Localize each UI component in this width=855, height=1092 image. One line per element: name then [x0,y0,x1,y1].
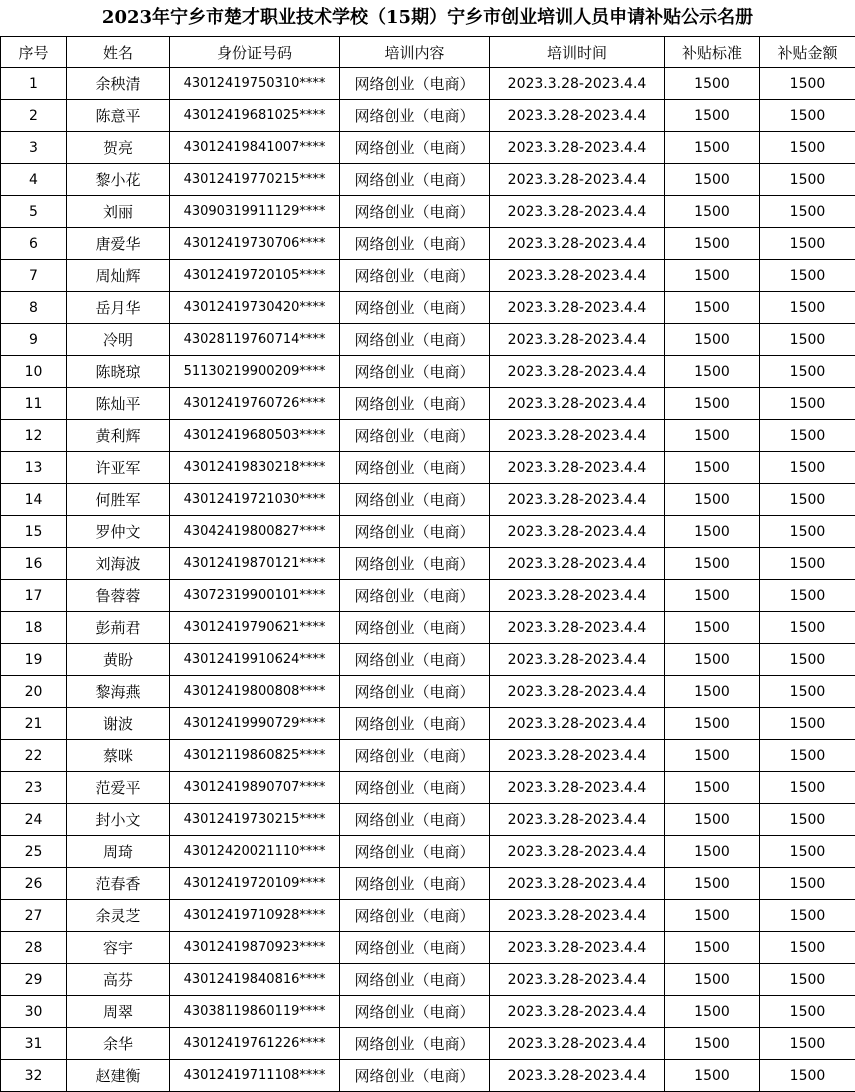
cell-serial: 16 [1,548,67,580]
cell-subsidy-amount: 1500 [760,356,855,388]
cell-training-content: 网络创业（电商） [340,964,490,996]
cell-training-time: 2023.3.28-2023.4.4 [490,548,665,580]
cell-name: 陈晓琼 [67,356,170,388]
cell-serial: 19 [1,644,67,676]
cell-name: 容宇 [67,932,170,964]
cell-training-content: 网络创业（电商） [340,740,490,772]
cell-training-time: 2023.3.28-2023.4.4 [490,772,665,804]
table-row [1,516,855,548]
cell-subsidy-standard: 1500 [665,164,760,196]
cell-subsidy-amount: 1500 [760,708,855,740]
cell-id-number: 51130219900209**** [170,356,340,388]
cell-subsidy-amount: 1500 [760,292,855,324]
cell-id-number: 43012419681025**** [170,100,340,132]
cell-id-number: 43042419800827**** [170,516,340,548]
cell-training-time: 2023.3.28-2023.4.4 [490,356,665,388]
cell-subsidy-standard: 1500 [665,580,760,612]
cell-name: 谢波 [67,708,170,740]
cell-name: 许亚军 [67,452,170,484]
table-row [1,100,855,132]
cell-name: 周琦 [67,836,170,868]
cell-subsidy-amount: 1500 [760,164,855,196]
cell-subsidy-standard: 1500 [665,1028,760,1060]
cell-id-number: 43012419680503**** [170,420,340,452]
cell-serial: 12 [1,420,67,452]
table-row [1,420,855,452]
cell-training-content: 网络创业（电商） [340,516,490,548]
cell-training-time: 2023.3.28-2023.4.4 [490,644,665,676]
cell-subsidy-amount: 1500 [760,612,855,644]
table-row [1,612,855,644]
cell-id-number: 43012419761226**** [170,1028,340,1060]
cell-id-number: 43012419711108**** [170,1060,340,1092]
cell-training-content: 网络创业（电商） [340,804,490,836]
cell-training-time: 2023.3.28-2023.4.4 [490,388,665,420]
cell-id-number: 43012419890707**** [170,772,340,804]
cell-training-content: 网络创业（电商） [340,932,490,964]
table-row [1,772,855,804]
cell-serial: 17 [1,580,67,612]
cell-serial: 8 [1,292,67,324]
table-row [1,228,855,260]
cell-training-content: 网络创业（电商） [340,356,490,388]
header-id-number: 身份证号码 [170,37,340,68]
cell-serial: 10 [1,356,67,388]
cell-training-time: 2023.3.28-2023.4.4 [490,580,665,612]
cell-training-time: 2023.3.28-2023.4.4 [490,1060,665,1092]
table-row [1,484,855,516]
document-title: 2023年宁乡市楚才职业技术学校（15期）宁乡市创业培训人员申请补贴公示名册 [0,0,855,36]
cell-serial: 9 [1,324,67,356]
cell-serial: 27 [1,900,67,932]
cell-subsidy-standard: 1500 [665,324,760,356]
table-row [1,452,855,484]
cell-name: 黎海燕 [67,676,170,708]
cell-subsidy-amount: 1500 [760,228,855,260]
cell-name: 冷明 [67,324,170,356]
cell-name: 陈意平 [67,100,170,132]
cell-id-number: 43012419910624**** [170,644,340,676]
cell-training-content: 网络创业（电商） [340,68,490,100]
cell-training-time: 2023.3.28-2023.4.4 [490,292,665,324]
cell-id-number: 43028119760714**** [170,324,340,356]
cell-training-content: 网络创业（电商） [340,868,490,900]
cell-subsidy-standard: 1500 [665,516,760,548]
cell-subsidy-amount: 1500 [760,324,855,356]
header-serial: 序号 [1,37,67,68]
cell-training-content: 网络创业（电商） [340,452,490,484]
table-row [1,740,855,772]
cell-training-content: 网络创业（电商） [340,132,490,164]
cell-training-content: 网络创业（电商） [340,580,490,612]
table-row [1,580,855,612]
cell-subsidy-standard: 1500 [665,68,760,100]
cell-training-time: 2023.3.28-2023.4.4 [490,996,665,1028]
cell-serial: 1 [1,68,67,100]
cell-serial: 3 [1,132,67,164]
cell-name: 余秧清 [67,68,170,100]
cell-subsidy-amount: 1500 [760,676,855,708]
cell-name: 何胜军 [67,484,170,516]
cell-subsidy-standard: 1500 [665,260,760,292]
cell-training-content: 网络创业（电商） [340,1028,490,1060]
cell-training-content: 网络创业（电商） [340,388,490,420]
cell-id-number: 43012419990729**** [170,708,340,740]
cell-id-number: 43012419730420**** [170,292,340,324]
cell-subsidy-amount: 1500 [760,388,855,420]
cell-name: 贺亮 [67,132,170,164]
cell-id-number: 43012419721030**** [170,484,340,516]
cell-subsidy-standard: 1500 [665,196,760,228]
cell-name: 赵建衡 [67,1060,170,1092]
cell-training-time: 2023.3.28-2023.4.4 [490,420,665,452]
cell-id-number: 43012419830218**** [170,452,340,484]
cell-training-time: 2023.3.28-2023.4.4 [490,932,665,964]
cell-subsidy-standard: 1500 [665,132,760,164]
cell-training-time: 2023.3.28-2023.4.4 [490,612,665,644]
cell-id-number: 43012420021110**** [170,836,340,868]
cell-training-time: 2023.3.28-2023.4.4 [490,708,665,740]
cell-serial: 30 [1,996,67,1028]
table-row [1,356,855,388]
cell-subsidy-standard: 1500 [665,292,760,324]
table-row [1,324,855,356]
cell-id-number: 43012419760726**** [170,388,340,420]
cell-name: 周翠 [67,996,170,1028]
cell-subsidy-standard: 1500 [665,484,760,516]
cell-subsidy-amount: 1500 [760,260,855,292]
header-name: 姓名 [67,37,170,68]
cell-name: 唐爱华 [67,228,170,260]
cell-subsidy-standard: 1500 [665,612,760,644]
cell-id-number: 43012419790621**** [170,612,340,644]
table-row [1,132,855,164]
cell-id-number: 43012419800808**** [170,676,340,708]
cell-serial: 7 [1,260,67,292]
cell-subsidy-standard: 1500 [665,228,760,260]
cell-name: 刘海波 [67,548,170,580]
cell-id-number: 43012419730215**** [170,804,340,836]
cell-id-number: 43012119860825**** [170,740,340,772]
cell-training-content: 网络创业（电商） [340,900,490,932]
cell-training-time: 2023.3.28-2023.4.4 [490,452,665,484]
cell-subsidy-standard: 1500 [665,932,760,964]
cell-subsidy-standard: 1500 [665,868,760,900]
cell-subsidy-amount: 1500 [760,420,855,452]
cell-training-content: 网络创业（电商） [340,324,490,356]
cell-serial: 14 [1,484,67,516]
cell-serial: 13 [1,452,67,484]
cell-subsidy-standard: 1500 [665,804,760,836]
table-row [1,548,855,580]
cell-id-number: 43072319900101**** [170,580,340,612]
table-body [1,68,855,1092]
cell-subsidy-amount: 1500 [760,516,855,548]
table-row [1,996,855,1028]
cell-name: 余华 [67,1028,170,1060]
cell-subsidy-amount: 1500 [760,1028,855,1060]
cell-serial: 24 [1,804,67,836]
cell-subsidy-amount: 1500 [760,932,855,964]
cell-id-number: 43012419840816**** [170,964,340,996]
cell-subsidy-amount: 1500 [760,1060,855,1092]
cell-subsidy-standard: 1500 [665,452,760,484]
cell-subsidy-standard: 1500 [665,772,760,804]
cell-subsidy-amount: 1500 [760,868,855,900]
cell-name: 范爱平 [67,772,170,804]
table-row [1,292,855,324]
cell-serial: 29 [1,964,67,996]
cell-subsidy-standard: 1500 [665,676,760,708]
cell-training-time: 2023.3.28-2023.4.4 [490,868,665,900]
cell-serial: 20 [1,676,67,708]
cell-training-content: 网络创业（电商） [340,228,490,260]
cell-subsidy-standard: 1500 [665,964,760,996]
cell-id-number: 43012419720105**** [170,260,340,292]
cell-id-number: 43012419870121**** [170,548,340,580]
table-row [1,676,855,708]
cell-name: 余灵芝 [67,900,170,932]
cell-training-time: 2023.3.28-2023.4.4 [490,900,665,932]
cell-training-content: 网络创业（电商） [340,164,490,196]
header-training-content: 培训内容 [340,37,490,68]
cell-serial: 2 [1,100,67,132]
table-row [1,900,855,932]
cell-subsidy-amount: 1500 [760,100,855,132]
table-row [1,196,855,228]
cell-training-time: 2023.3.28-2023.4.4 [490,260,665,292]
cell-subsidy-amount: 1500 [760,548,855,580]
cell-subsidy-amount: 1500 [760,68,855,100]
cell-training-time: 2023.3.28-2023.4.4 [490,964,665,996]
cell-subsidy-standard: 1500 [665,644,760,676]
cell-subsidy-standard: 1500 [665,708,760,740]
table-row [1,644,855,676]
cell-id-number: 43038119860119**** [170,996,340,1028]
cell-serial: 26 [1,868,67,900]
cell-subsidy-amount: 1500 [760,452,855,484]
cell-subsidy-amount: 1500 [760,740,855,772]
cell-training-content: 网络创业（电商） [340,292,490,324]
cell-subsidy-standard: 1500 [665,1060,760,1092]
cell-serial: 15 [1,516,67,548]
cell-serial: 25 [1,836,67,868]
table-row [1,932,855,964]
cell-training-content: 网络创业（电商） [340,676,490,708]
cell-name: 刘丽 [67,196,170,228]
cell-subsidy-standard: 1500 [665,356,760,388]
cell-subsidy-amount: 1500 [760,580,855,612]
cell-training-time: 2023.3.28-2023.4.4 [490,740,665,772]
cell-subsidy-standard: 1500 [665,996,760,1028]
cell-training-time: 2023.3.28-2023.4.4 [490,484,665,516]
cell-id-number: 43012419710928**** [170,900,340,932]
cell-subsidy-amount: 1500 [760,804,855,836]
cell-training-time: 2023.3.28-2023.4.4 [490,516,665,548]
cell-training-time: 2023.3.28-2023.4.4 [490,68,665,100]
cell-name: 蔡咪 [67,740,170,772]
cell-training-time: 2023.3.28-2023.4.4 [490,324,665,356]
cell-serial: 21 [1,708,67,740]
cell-training-content: 网络创业（电商） [340,484,490,516]
cell-training-content: 网络创业（电商） [340,420,490,452]
cell-training-time: 2023.3.28-2023.4.4 [490,164,665,196]
cell-serial: 5 [1,196,67,228]
cell-training-content: 网络创业（电商） [340,708,490,740]
cell-subsidy-standard: 1500 [665,100,760,132]
cell-subsidy-standard: 1500 [665,388,760,420]
cell-subsidy-amount: 1500 [760,132,855,164]
cell-serial: 31 [1,1028,67,1060]
cell-id-number: 43012419870923**** [170,932,340,964]
cell-subsidy-amount: 1500 [760,836,855,868]
table-row [1,1060,855,1092]
cell-training-content: 网络创业（电商） [340,260,490,292]
table-row [1,868,855,900]
cell-training-content: 网络创业（电商） [340,772,490,804]
cell-name: 鲁蓉蓉 [67,580,170,612]
cell-training-time: 2023.3.28-2023.4.4 [490,100,665,132]
cell-serial: 22 [1,740,67,772]
cell-serial: 18 [1,612,67,644]
table-row [1,804,855,836]
cell-serial: 4 [1,164,67,196]
cell-name: 高芬 [67,964,170,996]
cell-id-number: 43012419720109**** [170,868,340,900]
table-row [1,68,855,100]
table-row [1,388,855,420]
table-row [1,260,855,292]
cell-training-time: 2023.3.28-2023.4.4 [490,132,665,164]
subsidy-table [0,36,855,1092]
table-row [1,708,855,740]
cell-training-time: 2023.3.28-2023.4.4 [490,676,665,708]
cell-id-number: 43012419730706**** [170,228,340,260]
cell-subsidy-standard: 1500 [665,420,760,452]
cell-name: 黄盼 [67,644,170,676]
cell-training-content: 网络创业（电商） [340,548,490,580]
table-row [1,964,855,996]
cell-id-number: 43012419770215**** [170,164,340,196]
cell-id-number: 43090319911129**** [170,196,340,228]
cell-name: 周灿辉 [67,260,170,292]
cell-training-content: 网络创业（电商） [340,644,490,676]
cell-subsidy-amount: 1500 [760,772,855,804]
cell-training-time: 2023.3.28-2023.4.4 [490,836,665,868]
cell-serial: 28 [1,932,67,964]
cell-training-time: 2023.3.28-2023.4.4 [490,228,665,260]
cell-training-content: 网络创业（电商） [340,836,490,868]
cell-training-time: 2023.3.28-2023.4.4 [490,804,665,836]
cell-id-number: 43012419750310**** [170,68,340,100]
cell-serial: 23 [1,772,67,804]
cell-subsidy-amount: 1500 [760,964,855,996]
cell-subsidy-standard: 1500 [665,740,760,772]
cell-name: 封小文 [67,804,170,836]
cell-name: 陈灿平 [67,388,170,420]
header-subsidy-standard: 补贴标准 [665,37,760,68]
cell-name: 范春香 [67,868,170,900]
cell-name: 岳月华 [67,292,170,324]
cell-name: 黎小花 [67,164,170,196]
cell-training-content: 网络创业（电商） [340,196,490,228]
cell-training-time: 2023.3.28-2023.4.4 [490,196,665,228]
cell-training-content: 网络创业（电商） [340,996,490,1028]
cell-training-content: 网络创业（电商） [340,100,490,132]
cell-subsidy-amount: 1500 [760,644,855,676]
cell-subsidy-standard: 1500 [665,836,760,868]
cell-subsidy-standard: 1500 [665,900,760,932]
cell-name: 彭荊君 [67,612,170,644]
table-row [1,836,855,868]
cell-name: 黄利辉 [67,420,170,452]
cell-subsidy-amount: 1500 [760,900,855,932]
cell-id-number: 43012419841007**** [170,132,340,164]
cell-training-content: 网络创业（电商） [340,1060,490,1092]
header-row [1,37,855,68]
cell-serial: 32 [1,1060,67,1092]
cell-serial: 6 [1,228,67,260]
cell-subsidy-amount: 1500 [760,484,855,516]
cell-subsidy-standard: 1500 [665,548,760,580]
cell-subsidy-amount: 1500 [760,196,855,228]
cell-training-time: 2023.3.28-2023.4.4 [490,1028,665,1060]
table-row [1,1028,855,1060]
header-training-time: 培训时间 [490,37,665,68]
cell-serial: 11 [1,388,67,420]
table-row [1,164,855,196]
cell-name: 罗仲文 [67,516,170,548]
cell-subsidy-amount: 1500 [760,996,855,1028]
cell-training-content: 网络创业（电商） [340,612,490,644]
header-subsidy-amount: 补贴金额 [760,37,855,68]
